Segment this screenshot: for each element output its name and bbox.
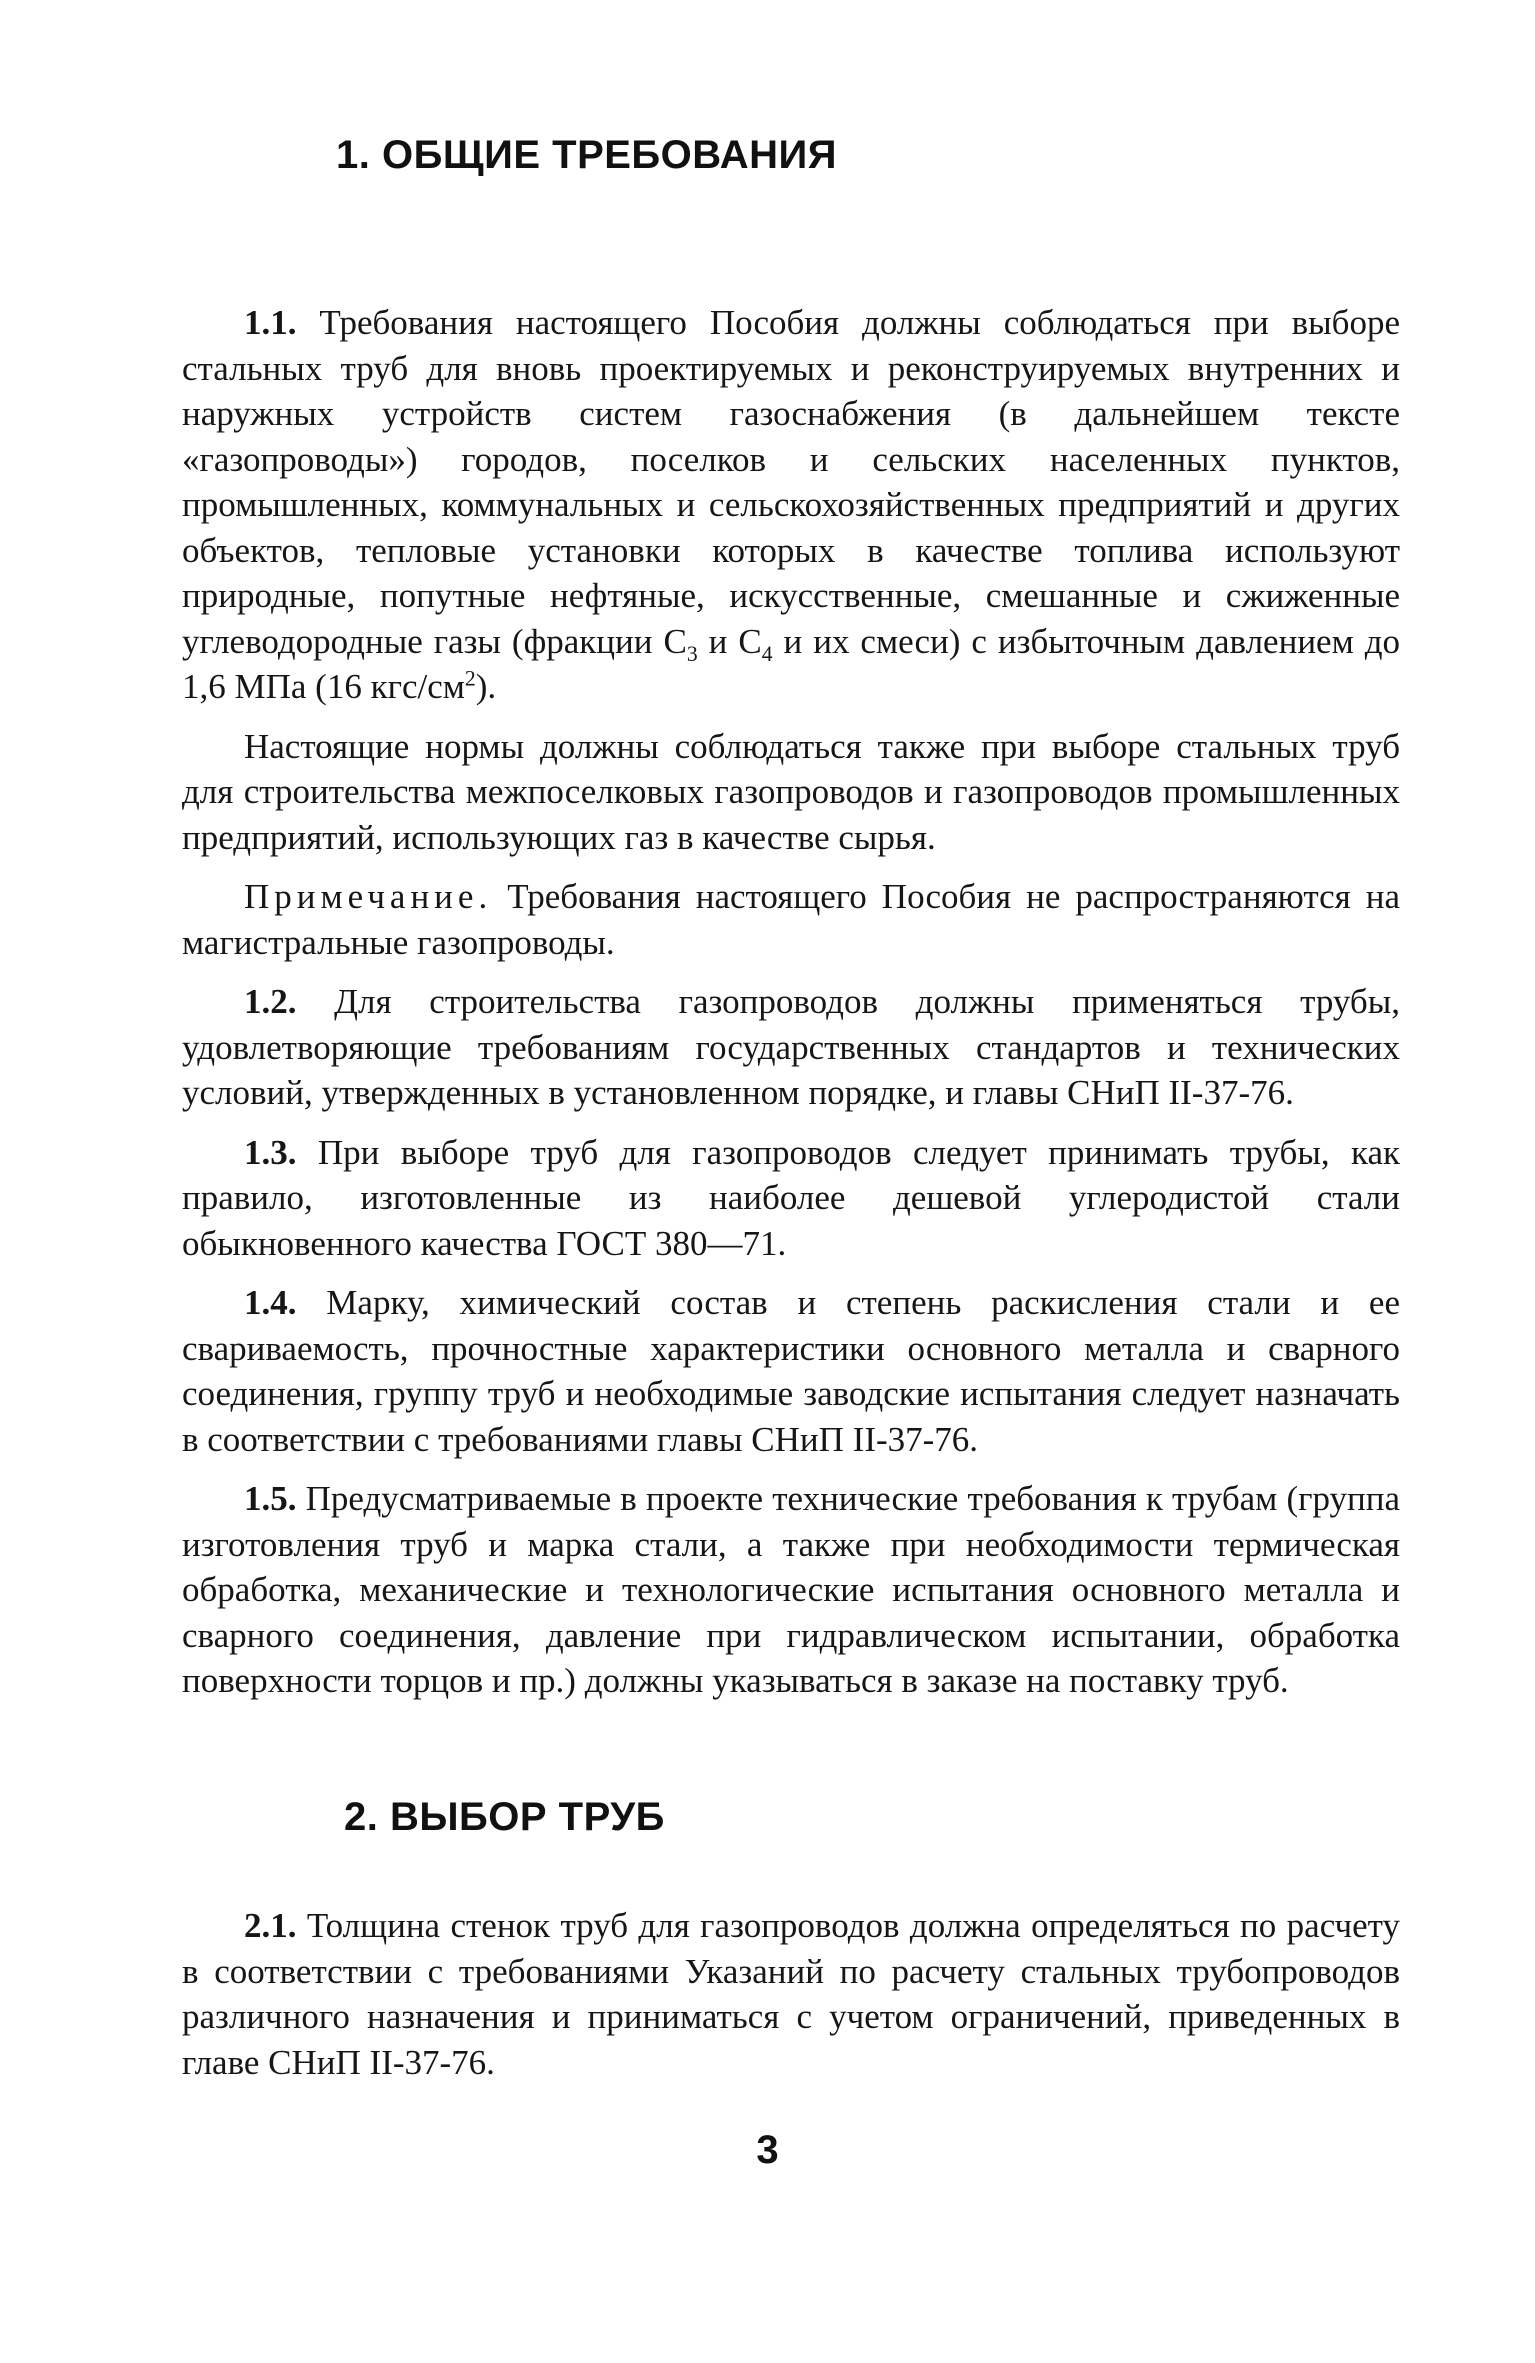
paragraph-text: и C bbox=[697, 621, 762, 661]
paragraph-text: ). bbox=[475, 667, 497, 706]
clause-number: 1.2. bbox=[244, 982, 297, 1021]
paragraph-text: При выборе труб для газопроводов следует принимать трубы, как правило, изготовленные из наиболее дешевой углеродистой стали обыкновенного качества ГОСТ 380—71. bbox=[182, 1132, 1400, 1263]
paragraph-text: Для строительства газопроводов должны применяться трубы, удовлетворяющие требованиям государственных стандартов и технических условий, утвержденных в установленном порядке, и главы СНиП II-37-76. bbox=[182, 982, 1400, 1112]
superscript-2: 2 bbox=[464, 666, 476, 691]
paragraph-1-3 bbox=[182, 1130, 1400, 1267]
clause-number: 1.3. bbox=[244, 1132, 297, 1172]
section-1-body bbox=[182, 300, 1400, 1718]
paragraph-text: Требования настоящего Пособия должны соблюдаться при выборе стальных труб для вновь проектируемых и реконструируемых внутренних и наружных устройств систем газоснабжения (в дальнейшем тексте «газопроводы») городов, поселков и сельских населенных пунктов, промышленных, коммунальных и сельскохозяйственных предприятий и других объектов, тепловые установки которых в качестве топлива используют природные, попутные нефтяные, искусственные, смешанные и сжиженные углеводородные газы (фракции C bbox=[182, 303, 1400, 661]
paragraph-1-4 bbox=[182, 1280, 1400, 1462]
section-1-heading: 1. ОБЩИЕ ТРЕБОВАНИЯ bbox=[336, 133, 837, 177]
paragraph-text: Марку, химический состав и степень раскисления стали и ее свариваемость, прочностные характеристики основного металла и сварного соединения, группу труб и необходимые заводские испытания следует назначать в соответствии с требованиями главы СНиП II-37-76. bbox=[182, 1283, 1400, 1459]
section-2-body bbox=[182, 1903, 1400, 2099]
clause-number: 2.1. bbox=[244, 1906, 297, 1945]
note-label: Примечание. bbox=[244, 877, 493, 916]
subscript-3: 3 bbox=[686, 641, 698, 666]
paragraph-1-1-continued: Настоящие нормы должны соблюдаться также при выборе стальных труб для строительства межпоселковых газопроводов и газопроводов промышленных предприятий, использующих газ в качестве сырья. bbox=[182, 726, 1400, 857]
page-number: 3 bbox=[756, 2128, 779, 2172]
paragraph-1-5 bbox=[182, 1476, 1400, 1704]
clause-number: 1.4. bbox=[244, 1283, 297, 1322]
clause-number: 1.5. bbox=[244, 1479, 297, 1518]
subscript-4: 4 bbox=[761, 641, 773, 666]
paragraph-text: Предусматриваемые в проекте технические требования к трубам (группа изготовления труб и марка стали, а также при необходимости термическая обработка, механические и технологические испытания основного металла и сварного соединения, давление при гидравлическом испытании, обработка поверхности торцов и пр.) должны указываться в заказе на поставку труб. bbox=[182, 1479, 1400, 1700]
clause-number: 1.1. bbox=[244, 303, 297, 342]
note-text: Требования настоящего Пособия не распространяются на магистральные газопроводы. bbox=[182, 877, 1400, 962]
paragraph-2-1 bbox=[182, 1903, 1400, 2085]
section-2-heading: 2. ВЫБОР ТРУБ bbox=[344, 1795, 665, 1839]
paragraph-1-2 bbox=[182, 979, 1400, 1116]
paragraph-text: и их смеси) с избыточным давлением до 1,6 МПа (16 кгс/см bbox=[182, 621, 1401, 706]
paragraph-text: Толщина стенок труб для газопроводов должна определяться по расчету в соответствии с требованиями Указаний по расчету стальных трубопроводов различного назначения и приниматься с учетом ограничений, приведенных в главе СНиП II-37-76. bbox=[182, 1906, 1400, 2082]
note-paragraph bbox=[182, 874, 1400, 965]
paragraph-1-1 bbox=[182, 300, 1400, 710]
